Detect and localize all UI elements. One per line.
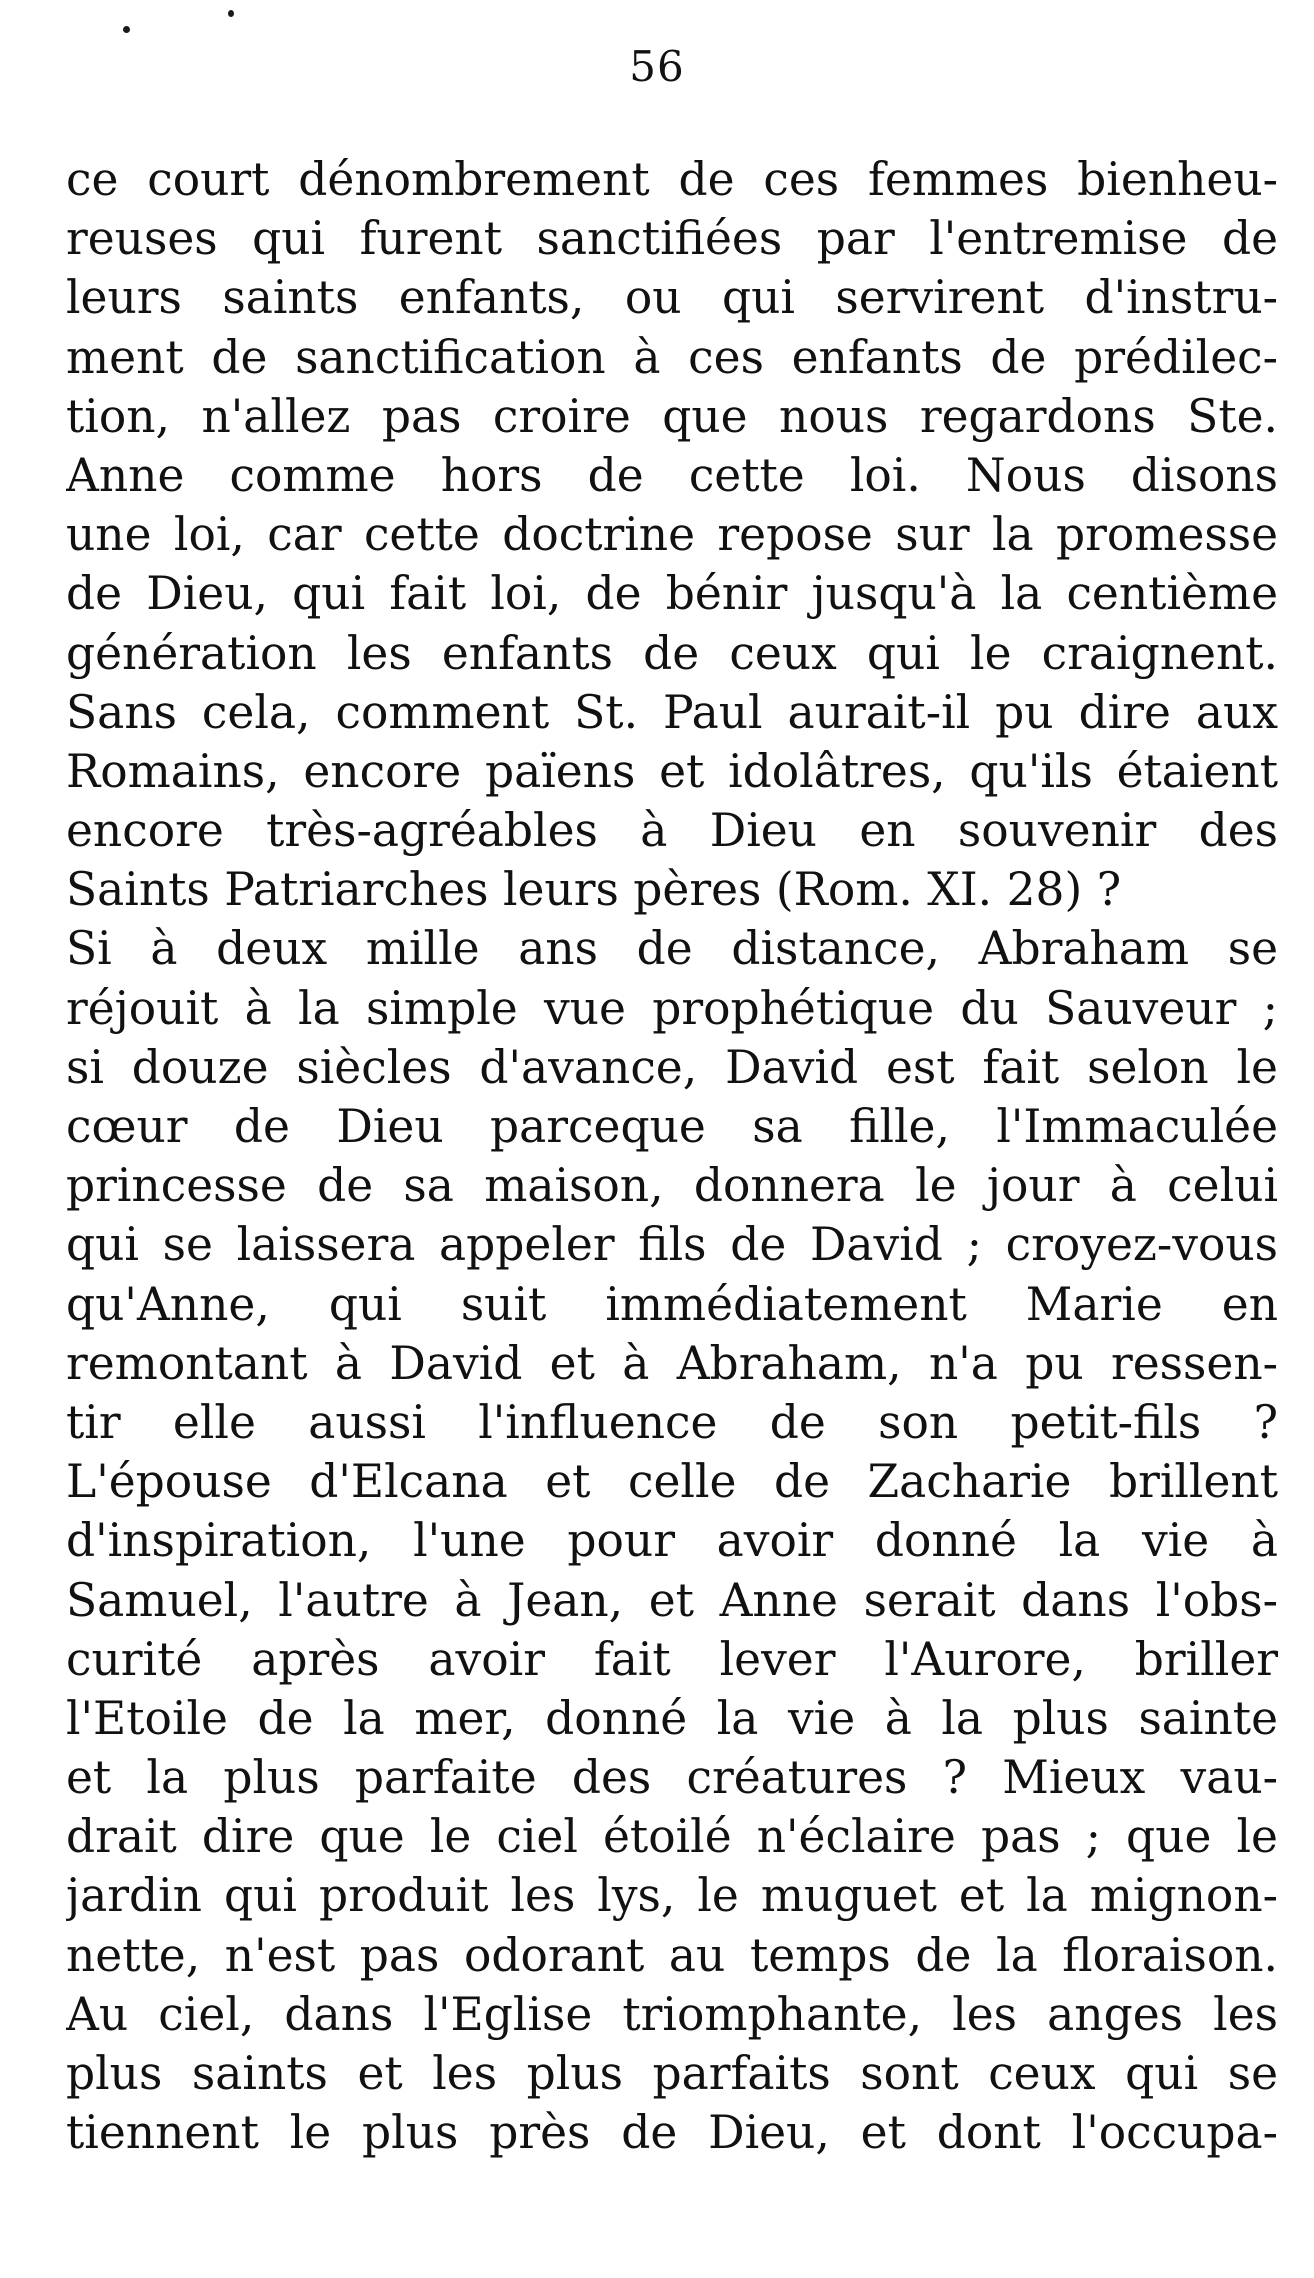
text-line: princesse de sa maison, donnera le jour à celui [66,1159,1278,1213]
text-line: nette, n'est pas odorant au temps de la floraison. [66,1928,1278,1982]
text-line: qui se laissera appeler fils de David ; croyez-vous [66,1218,1278,1272]
text-line: génération les enfants de ceux qui le craignent. [66,626,1278,680]
text-line: leurs saints enfants, ou qui servirent d'instru- [66,271,1278,325]
text-line: tir elle aussi l'influence de son petit-fils ? [66,1395,1278,1449]
text-line: curité après avoir fait lever l'Aurore, briller [66,1632,1278,1686]
text-line: plus saints et les plus parfaits sont ceux qui se [66,2047,1278,2100]
text-line: tion, n'allez pas croire que nous regardons Ste. [66,389,1278,443]
text-line: Samuel, l'autre à Jean, et Anne serait dans l'obs- [66,1573,1278,1627]
page-number: 56 [629,42,685,91]
text-line: remontant à David et à Abraham, n'a pu ressen- [66,1336,1278,1390]
text-line: d'inspiration, l'une pour avoir donné la vie à [66,1514,1278,1568]
text-line: de Dieu, qui fait loi, de bénir jusqu'à la centième [66,567,1278,621]
text-line: cœur de Dieu parceque sa fille, l'Immaculée [66,1100,1278,1153]
text-line: encore très-agréables à Dieu en souvenir des [66,804,1278,858]
text-line: tiennent le plus près de Dieu, et dont l'occupa- [66,2106,1278,2160]
body-text [66,150,1278,2162]
text-line: Au ciel, dans l'Eglise triomphante, les anges les [66,1987,1278,2041]
text-line: si douze siècles d'avance, David est fait selon le [66,1040,1278,1094]
text-line: reuses qui furent sanctifiées par l'entremise de [66,212,1278,266]
text-line: une loi, car cette doctrine repose sur la promesse [66,508,1278,562]
text-line: Saints Patriarches leurs pères (Rom. XI. 28) ? [66,863,1122,917]
text-line: ment de sanctification à ces enfants de prédilec- [66,330,1278,384]
ink-speck [123,26,130,33]
text-line: Si à deux mille ans de distance, Abraham se [66,922,1278,976]
text-line: et la plus parfaite des créatures ? Mieux vau- [66,1751,1278,1805]
text-line: l'Etoile de la mer, donné la vie à la plus sainte [66,1691,1278,1745]
ink-speck [228,10,234,17]
text-line: jardin qui produit les lys, le muguet et la mignon- [66,1869,1278,1923]
text-line: ce court dénombrement de ces femmes bienheu- [66,153,1278,206]
text-line: L'épouse d'Elcana et celle de Zacharie brillent [66,1455,1278,1509]
text-line: drait dire que le ciel étoilé n'éclaire pas ; que le [66,1810,1278,1864]
text-line: qu'Anne, qui suit immédiatement Marie en [66,1277,1278,1331]
text-line: Romains, encore païens et idolâtres, qu'ils étaient [66,744,1278,798]
text-line: Anne comme hors de cette loi. Nous disons [66,448,1278,502]
text-line: Sans cela, comment St. Paul aurait-il pu dire aux [66,685,1278,739]
text-line: réjouit à la simple vue prophétique du Sauveur ; [66,981,1278,1035]
